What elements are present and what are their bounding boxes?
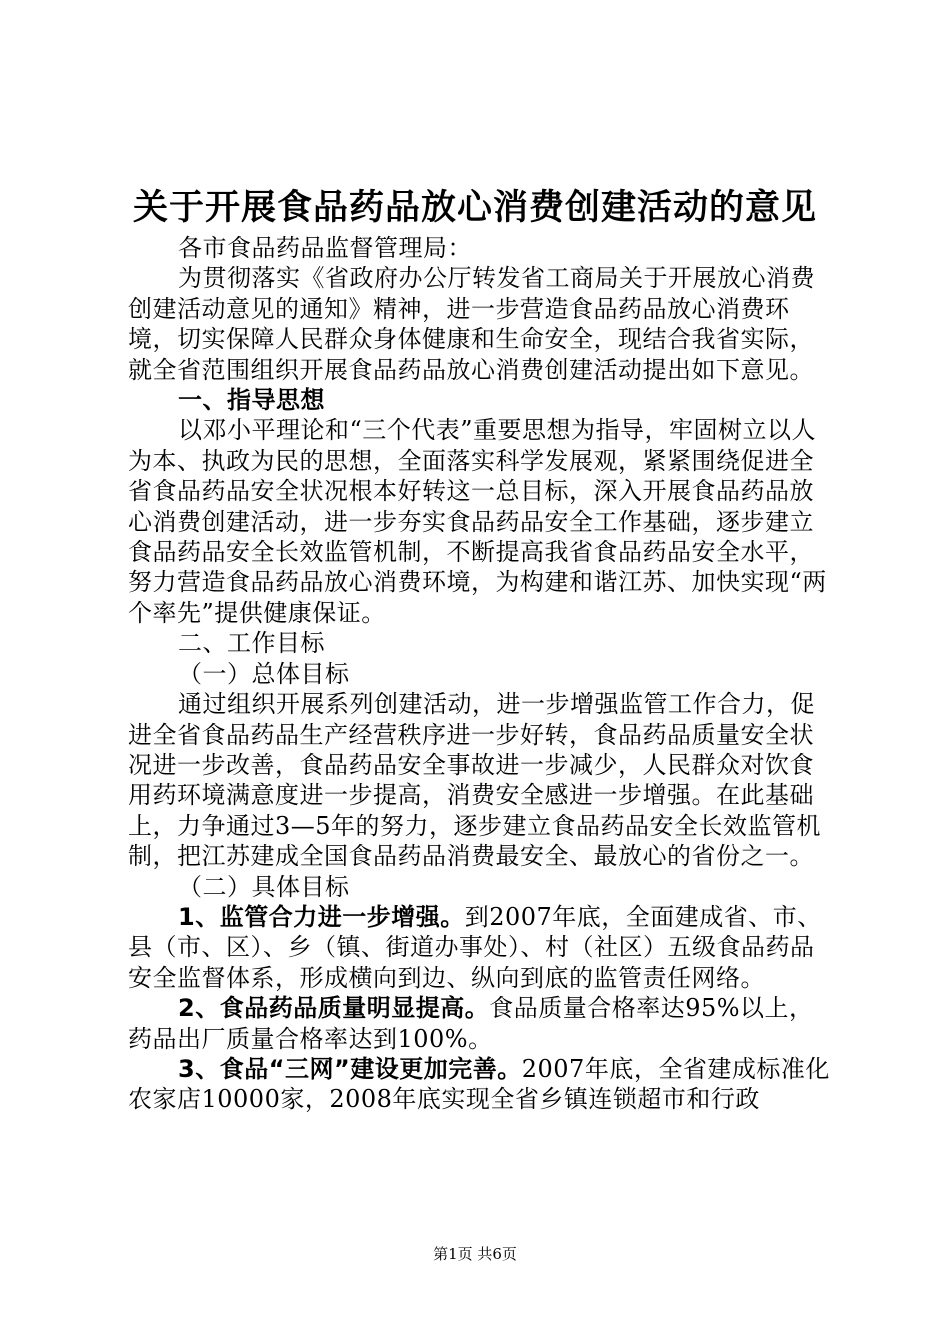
section2-heading: 二、工作目标 (178, 629, 325, 658)
item2-text: 食品质量合格率达95%以上，药品出厂质量合格率达到100%。 (128, 994, 814, 1053)
item3-lead: 3、食品“三网”建设更加完善。 (178, 1054, 522, 1083)
item1-text: 到2007年底，全面建成省、市、县（市、区）、乡（镇、街道办事处）、村（社区）五级食品药品安全监督体系，形成横向到边、纵向到底的监管责任网络。 (128, 902, 822, 992)
page-footer: 第1页 共6页 (433, 1245, 517, 1263)
sub1-paragraph: 通过组织开展系列创建活动，进一步增强监管工作合力，促进全省食品药品生产经营秩序进一步好转，食品药品质量安全状况进一步改善，食品药品安全事故进一步减少，人民群众对饮食用药环境满意度进一步提高，消费安全感进一步增强。在此基础上，力争通过3—5年的努力，逐步建立食品药品安全长效监管机制，把江苏建成全国食品药品消费最安全、最放心的省份之一。 (128, 690, 822, 871)
item2-lead: 2、食品药品质量明显提高。 (178, 994, 490, 1023)
item1-paragraph (128, 902, 838, 993)
sub1-heading: （一）总体目标 (178, 659, 350, 688)
item3-paragraph (128, 1054, 838, 1115)
section1-heading: 一、指导思想 (178, 386, 325, 415)
section1-paragraph: 以邓小平理论和“三个代表”重要思想为指导，牢固树立以人为本、执政为民的思想，全面落实科学发展观，紧紧围绕促进全省食品药品安全状况根本好转这一总目标，深入开展食品药品放心消费创建活动，进一步夯实食品药品安全工作基础，逐步建立食品药品安全长效监管机制，不断提高我省食品药品安全水平，努力营造食品药品放心消费环境，为构建和谐江苏、加快实现“两个率先”提供健康保证。 (128, 416, 827, 627)
salutation: 各市食品药品监督管理局： (178, 234, 472, 262)
sub2-heading: （二）具体目标 (178, 872, 350, 901)
intro-paragraph: 为贯彻落实《省政府办公厅转发省工商局关于开展放心消费创建活动意见的通知》精神，进一步营造食品药品放心消费环境，切实保障人民群众身体健康和生命安全，现结合我省实际，就全省范围组织开展食品药品放心消费创建活动提出如下意见。 (128, 264, 815, 384)
item3-text: 2007年底，全省建成标准化农家店10000家，2008年底实现全省乡镇连锁超市和行政 (128, 1054, 830, 1114)
item1-lead: 1、监管合力进一步增强。 (178, 902, 465, 931)
document-body (128, 233, 838, 1115)
item2-paragraph (128, 993, 838, 1054)
document-title: 关于开展食品药品放心消费创建活动的意见 (132, 188, 817, 228)
